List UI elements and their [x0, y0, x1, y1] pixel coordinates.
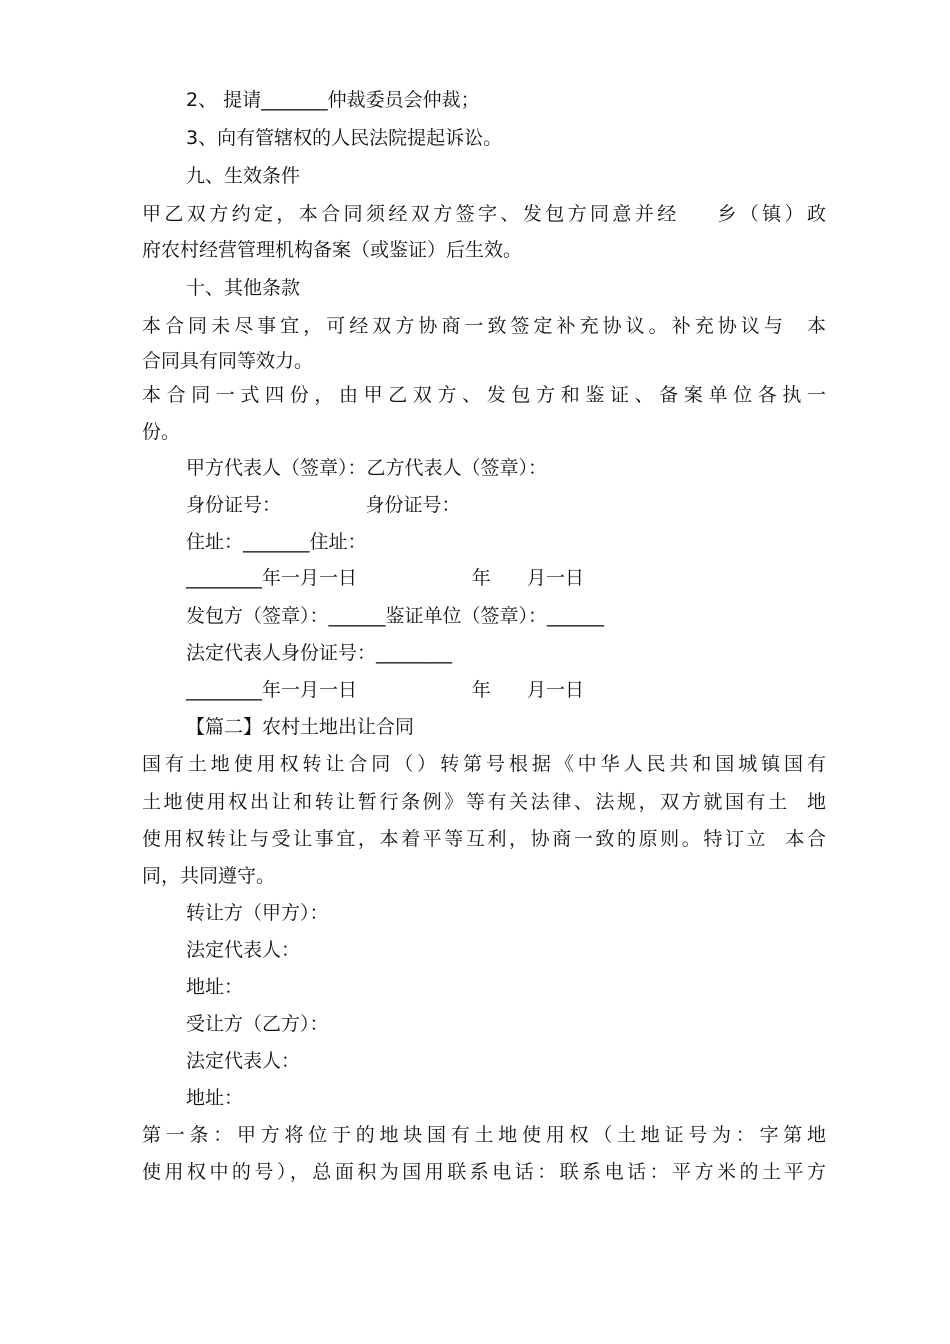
party-line: 地址：: [186, 1087, 244, 1109]
signature-line: 身份证号： 身份证号：: [186, 494, 461, 516]
section-heading: 九、生效条件: [186, 165, 301, 187]
section-heading: 十、其他条款: [186, 277, 301, 299]
text-line: 本合同未尽事宜，可经双方协商一致签定补充协议。补充协议与 本: [142, 315, 826, 337]
party-line: 地址：: [186, 976, 244, 998]
section-heading: 【篇二】农村土地出让合同: [186, 716, 415, 738]
text-line: 同，共同遵守。: [142, 865, 276, 887]
text-line: 第一条：甲方将位于的地块国有土地使用权（土地证号为：字第地: [142, 1124, 826, 1146]
party-line: 法定代表人：: [186, 939, 301, 961]
text-line: 份。: [142, 421, 181, 443]
text-line: 国有土地使用权转让合同（）转第号根据《中华人民共和国城镇国有: [142, 753, 826, 775]
signature-line: 甲方代表人（签章）：乙方代表人（签章）：: [186, 457, 548, 479]
text-line: 使用权中的号），总面积为国用联系电话：联系电话：平方米的土平方: [142, 1161, 826, 1183]
text-line: 土地使用权出让和转让暂行条例》等有关法律、法规，双方就国有土 地: [142, 791, 826, 813]
text-line: 府农村经营管理机构备案（或鉴证）后生效。: [142, 239, 523, 261]
text-line: 3、向有管辖权的人民法院提起诉讼。: [186, 127, 503, 149]
text-line: 甲乙双方约定，本合同须经双方签字、发包方同意并经 乡（镇）政: [142, 203, 826, 225]
date-line: ________年一月一日 年 月一日: [186, 679, 584, 701]
party-line: 转让方（甲方）：: [186, 902, 329, 924]
text-line: 使用权转让与受让事宜，本着平等互利，协商一致的原则。特订立 本合: [142, 828, 826, 850]
text-line: 本合同一式四份，由甲乙双方、发包方和鉴证、备案单位各执一: [142, 384, 826, 406]
text-line: 2、 提请_______仲裁委员会仲裁；: [186, 89, 480, 111]
party-line: 受让方（乙方）：: [186, 1013, 329, 1035]
text-line: 合同具有同等效力。: [142, 350, 314, 372]
party-line: 法定代表人：: [186, 1050, 301, 1072]
signature-line: 住址：_______住址：: [186, 531, 367, 553]
signature-line: 法定代表人身份证号：________: [186, 642, 453, 664]
signature-line: 发包方（签章）：______鉴证单位（签章）：______: [186, 605, 605, 627]
date-line: ________年一月一日 年 月一日: [186, 567, 584, 589]
